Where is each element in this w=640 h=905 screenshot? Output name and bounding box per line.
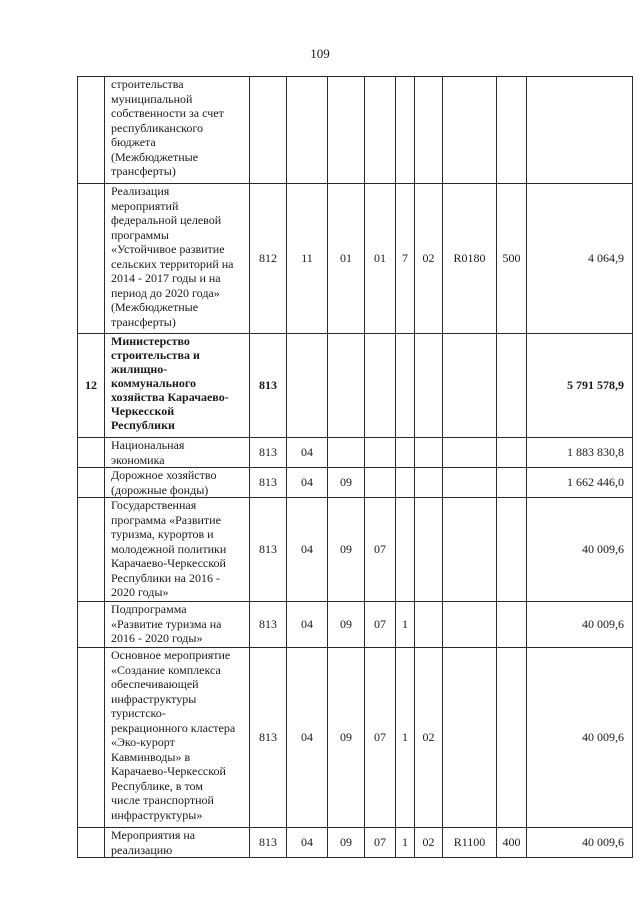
- target-item-code-cell: R1100: [443, 828, 497, 858]
- table-row: [78, 602, 633, 648]
- subprogram-code-cell: [396, 77, 415, 184]
- amount-cell: 40 009,6: [527, 498, 633, 602]
- main-activity-code-cell: [415, 602, 443, 648]
- subsection-code-cell: 09: [328, 648, 365, 828]
- main-activity-code-cell: 02: [415, 648, 443, 828]
- row-number-cell: 12: [78, 334, 105, 438]
- amount-cell: 4 064,9: [527, 184, 633, 334]
- table-row: [78, 828, 633, 858]
- ministry-code-cell: 813: [250, 438, 287, 468]
- target-item-code-cell: [443, 602, 497, 648]
- section-code-cell: 11: [287, 184, 328, 334]
- ministry-code-cell: 813: [250, 334, 287, 438]
- item-name-cell: строительства муниципальной собственности за счет республиканского бюджета (Межбюджетные трансферты): [105, 77, 250, 184]
- item-name-cell: Национальная экономика: [105, 438, 250, 468]
- row-number-cell: [78, 648, 105, 828]
- table-row: [78, 438, 633, 468]
- expense-type-code-cell: [497, 438, 527, 468]
- subprogram-code-cell: [396, 468, 415, 498]
- expense-type-code-cell: [497, 648, 527, 828]
- budget-table: [77, 76, 633, 858]
- subprogram-code-cell: [396, 334, 415, 438]
- table-row: [78, 648, 633, 828]
- program-code-cell: [365, 438, 396, 468]
- table-row: [78, 184, 633, 334]
- section-code-cell: 04: [287, 498, 328, 602]
- target-item-code-cell: [443, 334, 497, 438]
- target-item-code-cell: [443, 498, 497, 602]
- item-name-cell: Государственная программа «Развитие туризма, курортов и молодежной политики Карачаево-Черкесской Республики на 2016 - 2020 годы»: [105, 498, 250, 602]
- target-item-code-cell: [443, 77, 497, 184]
- section-code-cell: 04: [287, 648, 328, 828]
- subsection-code-cell: [328, 334, 365, 438]
- main-activity-code-cell: [415, 498, 443, 602]
- subsection-code-cell: 09: [328, 602, 365, 648]
- section-code-cell: 04: [287, 438, 328, 468]
- row-number-cell: [78, 438, 105, 468]
- row-number-cell: [78, 77, 105, 184]
- item-name-cell: Министерство строительства и жилищно- коммунального хозяйства Карачаево- Черкесской Республики: [105, 334, 250, 438]
- program-code-cell: [365, 77, 396, 184]
- section-code-cell: 04: [287, 828, 328, 858]
- section-code-cell: 04: [287, 468, 328, 498]
- expense-type-code-cell: [497, 468, 527, 498]
- amount-cell: 1 883 830,8: [527, 438, 633, 468]
- table-row: [78, 77, 633, 184]
- main-activity-code-cell: [415, 438, 443, 468]
- row-number-cell: [78, 828, 105, 858]
- subprogram-code-cell: [396, 438, 415, 468]
- program-code-cell: [365, 334, 396, 438]
- subprogram-code-cell: 7: [396, 184, 415, 334]
- expense-type-code-cell: 400: [497, 828, 527, 858]
- row-number-cell: [78, 468, 105, 498]
- table-row: [78, 498, 633, 602]
- main-activity-code-cell: [415, 334, 443, 438]
- ministry-code-cell: 813: [250, 498, 287, 602]
- amount-cell: 40 009,6: [527, 648, 633, 828]
- subsection-code-cell: 09: [328, 498, 365, 602]
- item-name-cell: Реализация мероприятий федеральной целевой программы «Устойчивое развитие сельских территорий на 2014 - 2017 годы и на период до 2020 года» (Межбюджетные трансферты): [105, 184, 250, 334]
- row-number-cell: [78, 184, 105, 334]
- subsection-code-cell: [328, 77, 365, 184]
- subsection-code-cell: 01: [328, 184, 365, 334]
- section-code-cell: 04: [287, 602, 328, 648]
- table-row: [78, 468, 633, 498]
- ministry-code-cell: [250, 77, 287, 184]
- amount-cell: 40 009,6: [527, 602, 633, 648]
- expense-type-code-cell: [497, 602, 527, 648]
- section-code-cell: [287, 77, 328, 184]
- expense-type-code-cell: [497, 498, 527, 602]
- target-item-code-cell: [443, 468, 497, 498]
- ministry-code-cell: 813: [250, 602, 287, 648]
- item-name-cell: Подпрограмма «Развитие туризма на 2016 - 2020 годы»: [105, 602, 250, 648]
- page-number: 109: [310, 46, 330, 61]
- subsection-code-cell: 09: [328, 468, 365, 498]
- section-code-cell: [287, 334, 328, 438]
- row-number-cell: [78, 602, 105, 648]
- expense-type-code-cell: [497, 77, 527, 184]
- subprogram-code-cell: 1: [396, 602, 415, 648]
- target-item-code-cell: [443, 438, 497, 468]
- subprogram-code-cell: 1: [396, 648, 415, 828]
- ministry-code-cell: 813: [250, 648, 287, 828]
- subprogram-code-cell: [396, 498, 415, 602]
- subsection-code-cell: 09: [328, 828, 365, 858]
- target-item-code-cell: [443, 648, 497, 828]
- program-code-cell: 07: [365, 648, 396, 828]
- program-code-cell: [365, 468, 396, 498]
- amount-cell: 40 009,6: [527, 828, 633, 858]
- item-name-cell: Основное мероприятие «Создание комплекса обеспечивающей инфраструктуры туристско- рекрационного кластера «Эко-курорт Кавминводы» в Карачаево-Черкесской Республике, в том числе транспортной инфраструктуры»: [105, 648, 250, 828]
- program-code-cell: 07: [365, 602, 396, 648]
- main-activity-code-cell: [415, 77, 443, 184]
- amount-cell: [527, 77, 633, 184]
- program-code-cell: 07: [365, 828, 396, 858]
- subprogram-code-cell: 1: [396, 828, 415, 858]
- ministry-code-cell: 813: [250, 468, 287, 498]
- amount-cell: 1 662 446,0: [527, 468, 633, 498]
- program-code-cell: 07: [365, 498, 396, 602]
- main-activity-code-cell: 02: [415, 828, 443, 858]
- target-item-code-cell: R0180: [443, 184, 497, 334]
- ministry-code-cell: 812: [250, 184, 287, 334]
- item-name-cell: Дорожное хозяйство (дорожные фонды): [105, 468, 250, 498]
- item-name-cell: Мероприятия на реализацию: [105, 828, 250, 858]
- amount-cell: 5 791 578,9: [527, 334, 633, 438]
- expense-type-code-cell: [497, 334, 527, 438]
- row-number-cell: [78, 498, 105, 602]
- table-row: [78, 334, 633, 438]
- program-code-cell: 01: [365, 184, 396, 334]
- expense-type-code-cell: 500: [497, 184, 527, 334]
- main-activity-code-cell: [415, 468, 443, 498]
- main-activity-code-cell: 02: [415, 184, 443, 334]
- ministry-code-cell: 813: [250, 828, 287, 858]
- subsection-code-cell: [328, 438, 365, 468]
